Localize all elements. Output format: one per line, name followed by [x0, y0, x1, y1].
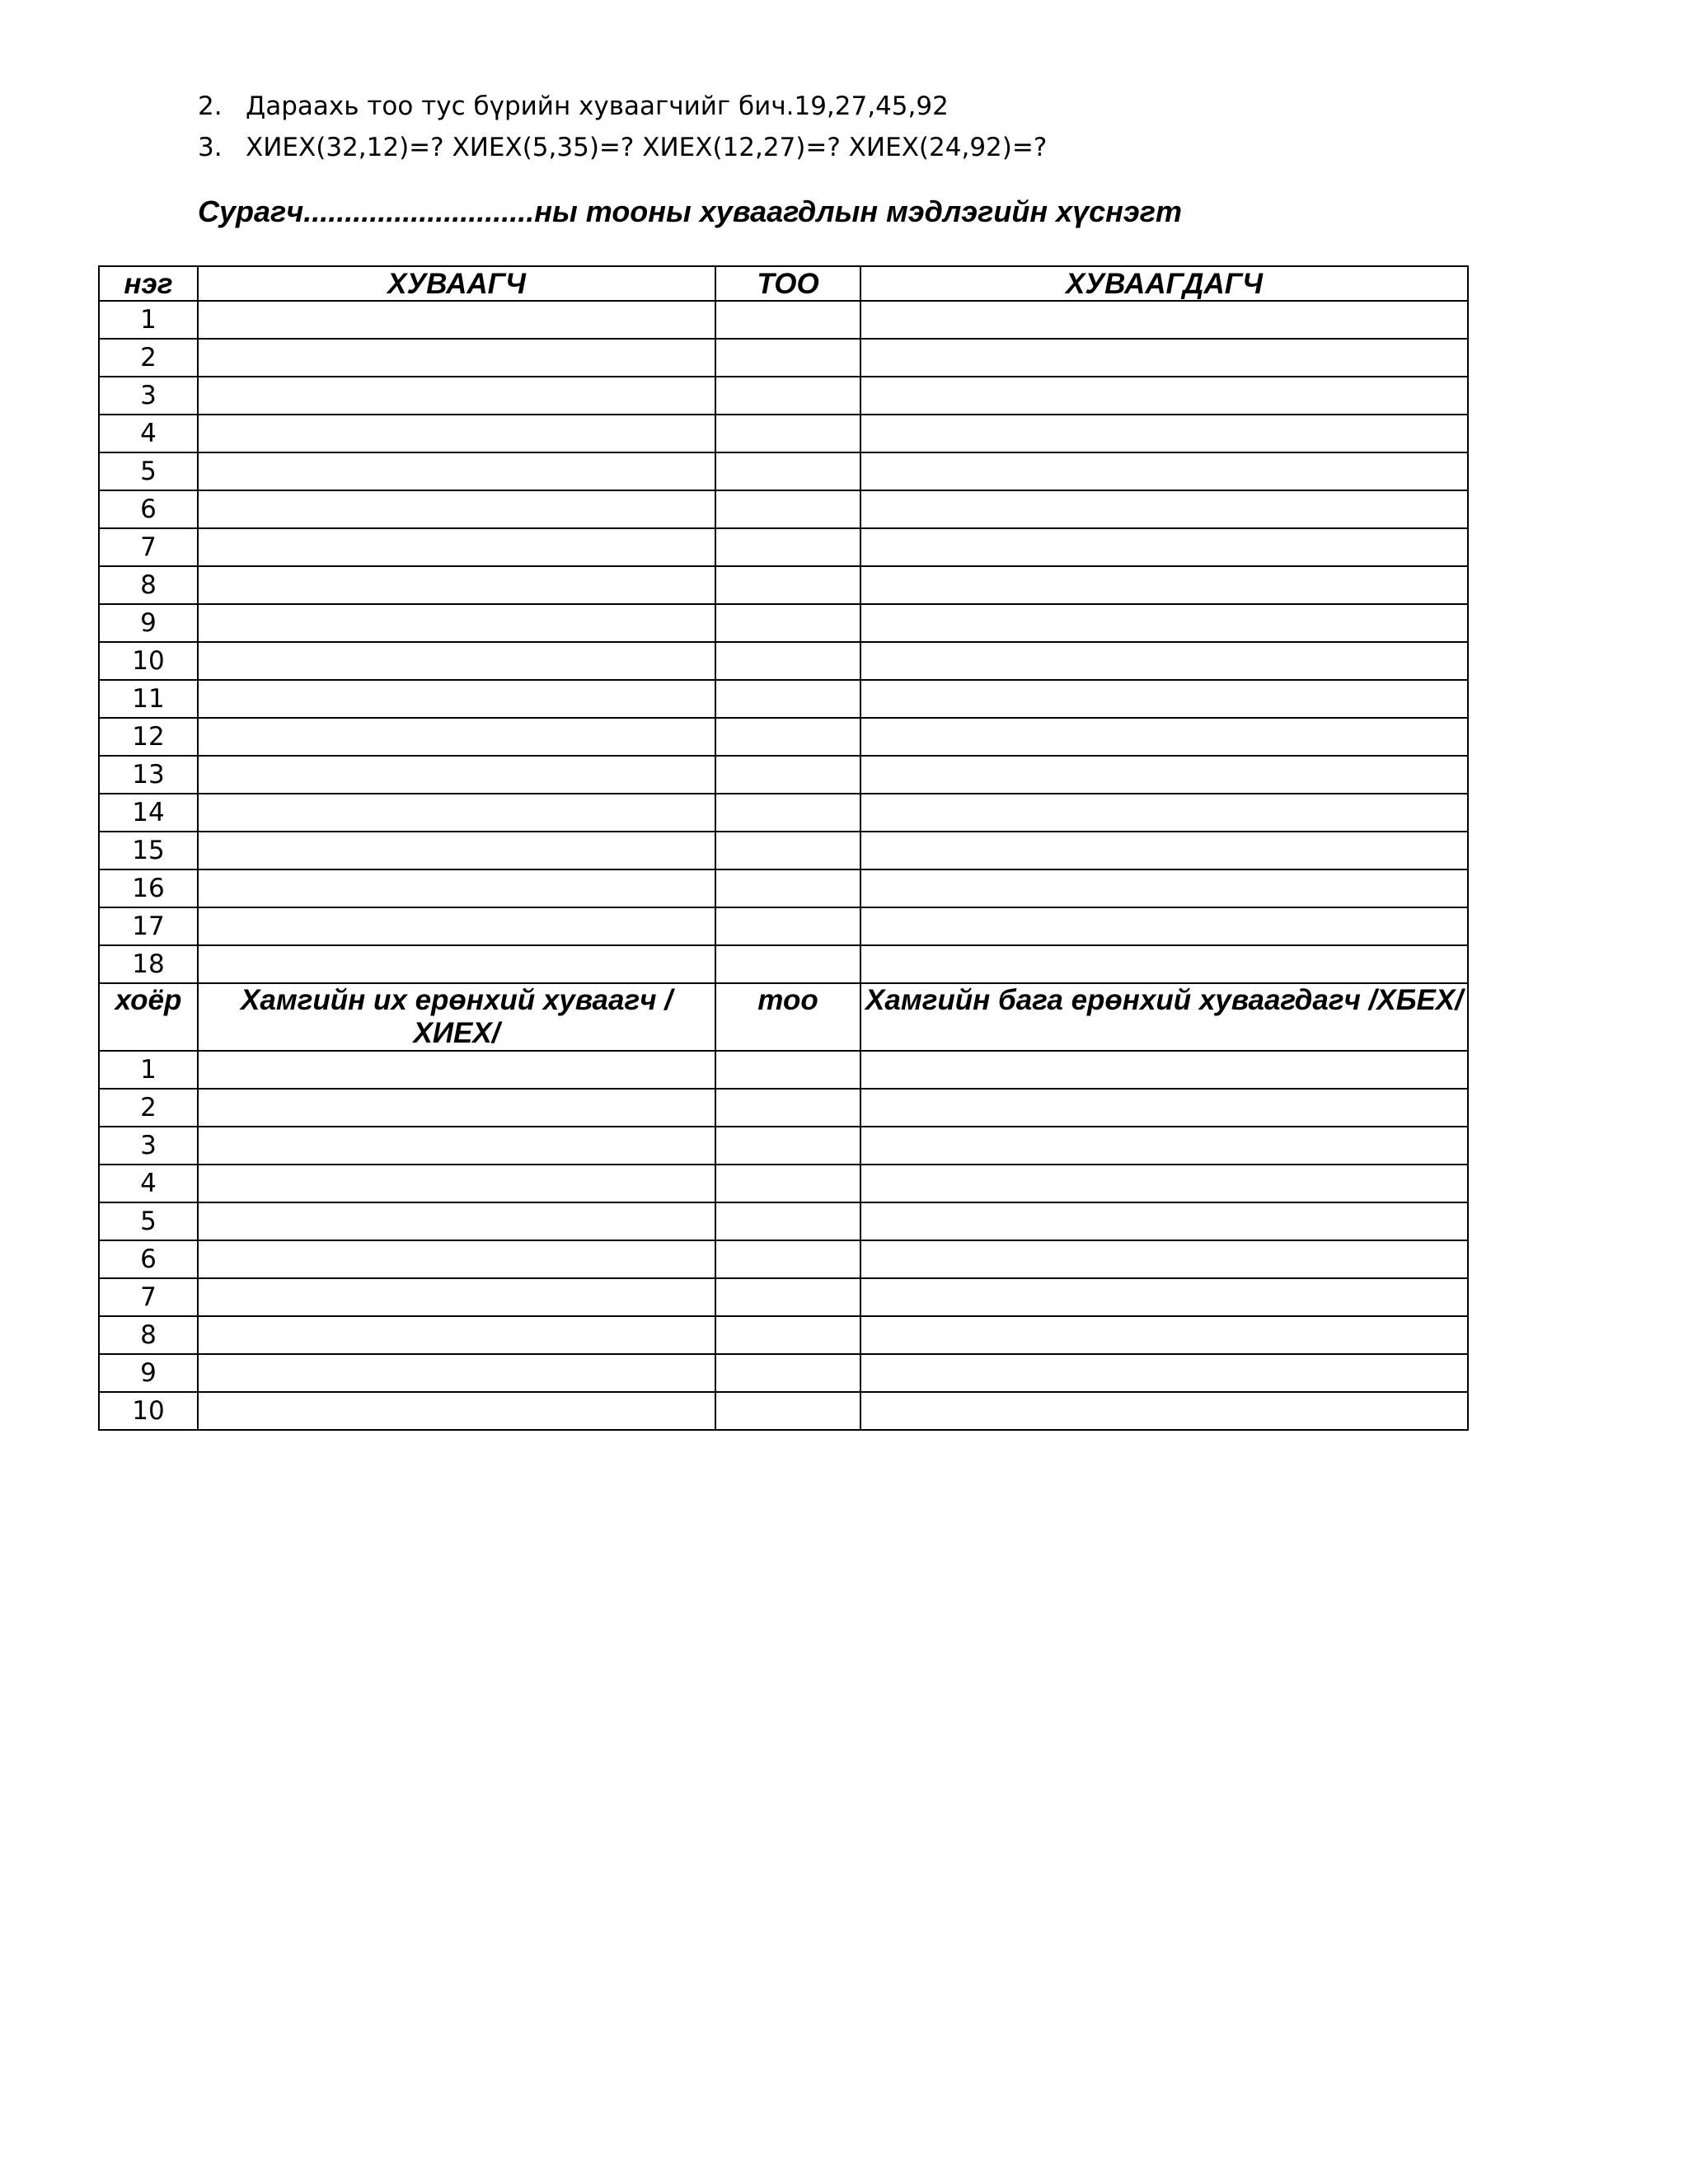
answer-cell-multiple[interactable]: [860, 490, 1468, 528]
table-row: [99, 1316, 1468, 1354]
answer-cell-number[interactable]: [715, 1202, 860, 1240]
answer-cell-multiple[interactable]: [860, 907, 1468, 945]
answer-cell-number[interactable]: [715, 718, 860, 756]
table-row: [99, 1392, 1468, 1430]
answer-cell-multiple[interactable]: [860, 642, 1468, 680]
answer-cell-multiple[interactable]: [860, 1165, 1468, 1202]
instruction-item: [198, 86, 1047, 127]
header-number: ТОО: [715, 266, 860, 301]
answer-cell-number[interactable]: [715, 377, 860, 415]
table-row: [99, 1089, 1468, 1127]
answer-cell-multiple[interactable]: [860, 1089, 1468, 1127]
answer-cell-number[interactable]: [715, 1165, 860, 1202]
answer-cell-divisor[interactable]: [198, 1354, 715, 1392]
header-index: нэг: [99, 266, 198, 301]
row-number: 17: [99, 907, 198, 945]
answer-cell-divisor[interactable]: [198, 869, 715, 907]
answer-cell-multiple[interactable]: [860, 1316, 1468, 1354]
row-number: 2: [99, 1089, 198, 1127]
answer-cell-multiple[interactable]: [860, 756, 1468, 794]
row-number: 16: [99, 869, 198, 907]
table-row: [99, 604, 1468, 642]
worksheet-title: Сурагч............................ны тооны хуваагдлын мэдлэгийн хүснэгт: [198, 194, 1182, 228]
table-row: [99, 339, 1468, 377]
table-row: [99, 1202, 1468, 1240]
answer-cell-divisor[interactable]: [198, 907, 715, 945]
instruction-text: ХИЕХ(32,12)=? ХИЕХ(5,35)=? ХИЕХ(12,27)=? ХИЕХ(24,92)=?: [246, 133, 1048, 162]
answer-cell-multiple[interactable]: [860, 869, 1468, 907]
row-number: 3: [99, 1127, 198, 1165]
answer-cell-divisor[interactable]: [198, 415, 715, 452]
table-row: [99, 1127, 1468, 1165]
answer-cell-number[interactable]: [715, 869, 860, 907]
answer-cell-divisor[interactable]: [198, 1165, 715, 1202]
table-row: [99, 415, 1468, 452]
answer-cell-number[interactable]: [715, 1278, 860, 1316]
answer-cell-divisor[interactable]: [198, 528, 715, 566]
answer-cell-number[interactable]: [715, 339, 860, 377]
answer-cell-number[interactable]: [715, 490, 860, 528]
table-row: [99, 869, 1468, 907]
answer-cell-multiple[interactable]: [860, 718, 1468, 756]
answer-cell-number[interactable]: [715, 1127, 860, 1165]
answer-cell-divisor[interactable]: [198, 604, 715, 642]
row-number: 4: [99, 415, 198, 452]
table-row: [99, 680, 1468, 718]
answer-cell-divisor[interactable]: [198, 1278, 715, 1316]
answer-cell-divisor[interactable]: [198, 377, 715, 415]
answer-cell-divisor[interactable]: [198, 1127, 715, 1165]
answer-cell-multiple[interactable]: [860, 415, 1468, 452]
row-number: 18: [99, 945, 198, 983]
row-number: 2: [99, 339, 198, 377]
answer-cell-number[interactable]: [715, 1392, 860, 1430]
answer-cell-multiple[interactable]: [860, 1127, 1468, 1165]
answer-cell-number[interactable]: [715, 794, 860, 832]
header-lcm: Хамгийн бага ерөнхий хуваагдагч /ХБЕХ/: [860, 983, 1468, 1051]
worksheet-table: [98, 265, 1469, 1431]
row-number: 7: [99, 1278, 198, 1316]
row-number: 3: [99, 377, 198, 415]
table-row: [99, 718, 1468, 756]
answer-cell-multiple[interactable]: [860, 452, 1468, 490]
header-number-2: тоо: [715, 983, 860, 1051]
answer-cell-divisor[interactable]: [198, 1240, 715, 1278]
row-number: 10: [99, 642, 198, 680]
row-number: 5: [99, 1202, 198, 1240]
table1-header-row: [99, 266, 1468, 301]
table-row: [99, 1165, 1468, 1202]
row-number: 8: [99, 566, 198, 604]
table-row: [99, 1051, 1468, 1089]
row-number: 1: [99, 1051, 198, 1089]
table-row: [99, 490, 1468, 528]
row-number: 6: [99, 490, 198, 528]
answer-cell-number[interactable]: [715, 907, 860, 945]
row-number: 14: [99, 794, 198, 832]
row-number: 12: [99, 718, 198, 756]
table-row: [99, 1354, 1468, 1392]
answer-cell-multiple[interactable]: [860, 1202, 1468, 1240]
answer-cell-number[interactable]: [715, 945, 860, 983]
table-row: [99, 528, 1468, 566]
answer-cell-multiple[interactable]: [860, 339, 1468, 377]
table-row: [99, 377, 1468, 415]
answer-cell-number[interactable]: [715, 566, 860, 604]
answer-cell-multiple[interactable]: [860, 1392, 1468, 1430]
answer-cell-divisor[interactable]: [198, 339, 715, 377]
table-row: [99, 452, 1468, 490]
answer-cell-divisor[interactable]: [198, 1202, 715, 1240]
header-gcd: Хамгийн их ерөнхий хуваагч /ХИЕХ/: [198, 983, 715, 1051]
answer-cell-multiple[interactable]: [860, 604, 1468, 642]
answer-cell-multiple[interactable]: [860, 1354, 1468, 1392]
answer-cell-number[interactable]: [715, 1240, 860, 1278]
answer-cell-number[interactable]: [715, 604, 860, 642]
row-number: 1: [99, 301, 198, 339]
answer-cell-divisor[interactable]: [198, 945, 715, 983]
header-index-2: хоёр: [99, 983, 198, 1051]
answer-cell-divisor[interactable]: [198, 1316, 715, 1354]
table-row: [99, 642, 1468, 680]
instruction-text: Дараахь тоо тус бүрийн хуваагчийг бич.19,27,45,92: [246, 91, 949, 121]
answer-cell-divisor[interactable]: [198, 1392, 715, 1430]
answer-cell-number[interactable]: [715, 1354, 860, 1392]
header-divisor: ХУВААГЧ: [198, 266, 715, 301]
answer-cell-number[interactable]: [715, 642, 860, 680]
instruction-number: 3.: [198, 133, 223, 162]
table-row: [99, 566, 1468, 604]
row-number: 11: [99, 680, 198, 718]
row-number: 6: [99, 1240, 198, 1278]
table2-header-row: [99, 983, 1468, 1051]
answer-cell-divisor[interactable]: [198, 794, 715, 832]
answer-cell-divisor[interactable]: [198, 832, 715, 869]
header-multiple: ХУВААГДАГЧ: [860, 266, 1468, 301]
row-number: 8: [99, 1316, 198, 1354]
table-row: [99, 907, 1468, 945]
answer-cell-multiple[interactable]: [860, 1051, 1468, 1089]
row-number: 7: [99, 528, 198, 566]
answer-cell-number[interactable]: [715, 1051, 860, 1089]
answer-cell-multiple[interactable]: [860, 680, 1468, 718]
answer-cell-number[interactable]: [715, 1316, 860, 1354]
row-number: 9: [99, 604, 198, 642]
answer-cell-divisor[interactable]: [198, 1051, 715, 1089]
answer-cell-number[interactable]: [715, 528, 860, 566]
answer-cell-multiple[interactable]: [860, 1240, 1468, 1278]
answer-cell-multiple[interactable]: [860, 566, 1468, 604]
answer-cell-number[interactable]: [715, 452, 860, 490]
answer-cell-multiple[interactable]: [860, 528, 1468, 566]
answer-cell-multiple[interactable]: [860, 832, 1468, 869]
row-number: 5: [99, 452, 198, 490]
row-number: 13: [99, 756, 198, 794]
table-row: [99, 794, 1468, 832]
answer-cell-multiple[interactable]: [860, 945, 1468, 983]
answer-cell-number[interactable]: [715, 680, 860, 718]
row-number: 15: [99, 832, 198, 869]
table-row: [99, 1240, 1468, 1278]
table-row: [99, 832, 1468, 869]
answer-cell-number[interactable]: [715, 756, 860, 794]
answer-cell-number[interactable]: [715, 301, 860, 339]
answer-cell-divisor[interactable]: [198, 680, 715, 718]
instruction-list: [198, 86, 1047, 168]
answer-cell-divisor[interactable]: [198, 490, 715, 528]
answer-cell-multiple[interactable]: [860, 301, 1468, 339]
table-row: [99, 945, 1468, 983]
answer-cell-number[interactable]: [715, 832, 860, 869]
answer-cell-multiple[interactable]: [860, 1278, 1468, 1316]
answer-cell-multiple[interactable]: [860, 794, 1468, 832]
row-number: 10: [99, 1392, 198, 1430]
answer-cell-divisor[interactable]: [198, 718, 715, 756]
row-number: 9: [99, 1354, 198, 1392]
row-number: 4: [99, 1165, 198, 1202]
table-row: [99, 756, 1468, 794]
answer-cell-divisor[interactable]: [198, 301, 715, 339]
answer-cell-divisor[interactable]: [198, 756, 715, 794]
answer-cell-divisor[interactable]: [198, 452, 715, 490]
instruction-item: [198, 127, 1047, 168]
table-row: [99, 301, 1468, 339]
table-row: [99, 1278, 1468, 1316]
answer-cell-divisor[interactable]: [198, 566, 715, 604]
answer-cell-divisor[interactable]: [198, 642, 715, 680]
instruction-number: 2.: [198, 91, 223, 121]
answer-cell-number[interactable]: [715, 1089, 860, 1127]
answer-cell-multiple[interactable]: [860, 377, 1468, 415]
answer-cell-number[interactable]: [715, 415, 860, 452]
answer-cell-divisor[interactable]: [198, 1089, 715, 1127]
